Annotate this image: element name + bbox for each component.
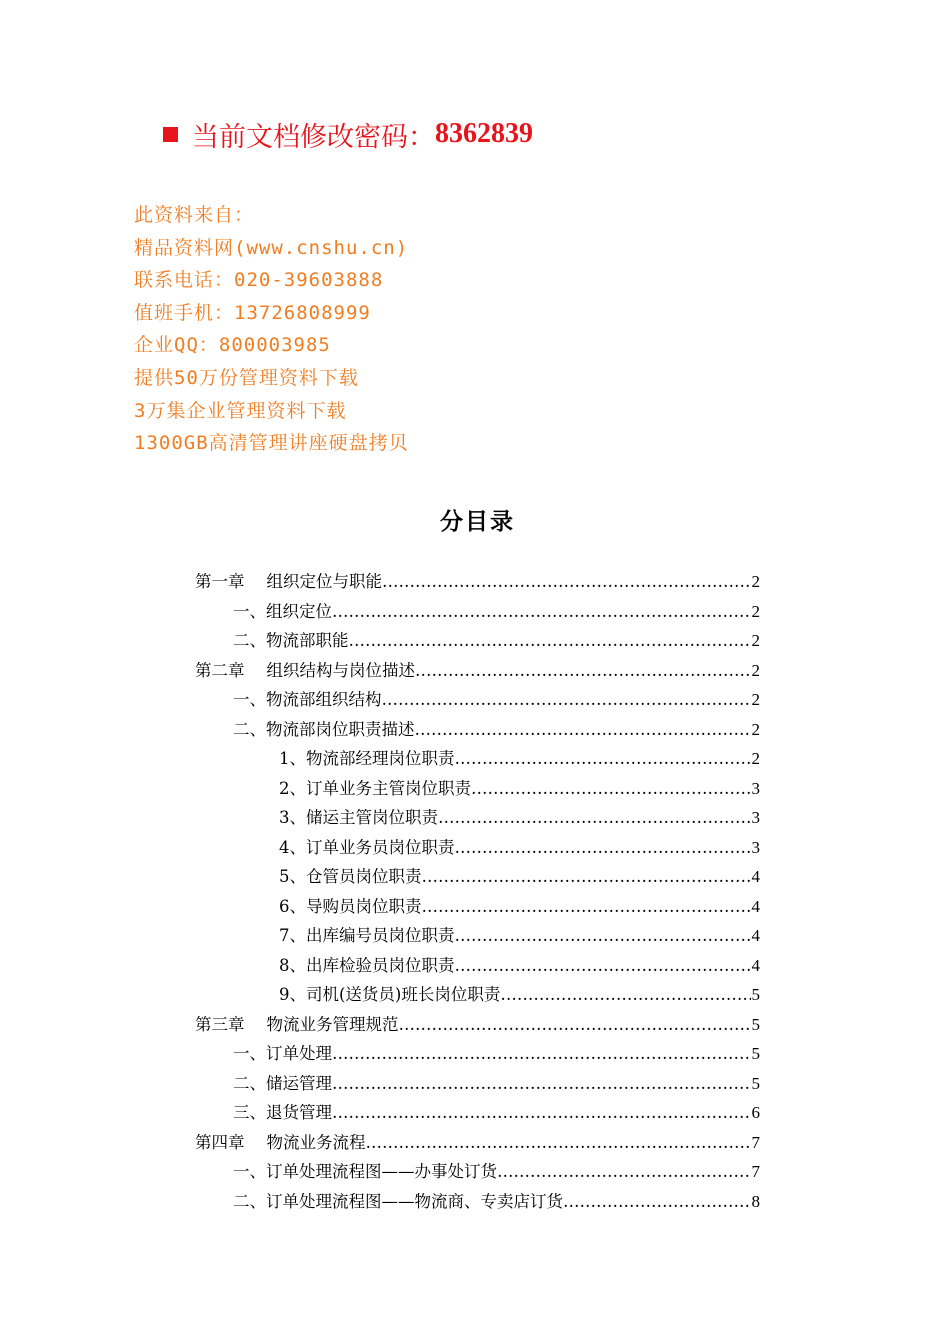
toc-entry[interactable] (233, 626, 760, 655)
password-code: 8362839 (435, 118, 533, 149)
toc-entry-title: 一、订单处理 (233, 1044, 332, 1063)
toc-entry[interactable] (279, 862, 760, 891)
toc-entry-title: 4、订单业务员岗位职责 (279, 837, 455, 857)
toc-leader (471, 774, 751, 803)
toc-page-number: 2 (751, 631, 760, 650)
toc-entry[interactable] (233, 1098, 760, 1127)
toc-entry-title: 5、仓管员岗位职责 (279, 867, 422, 886)
toc-entry-title: 1、物流部经理岗位职责 (279, 749, 455, 768)
toc-entry-title: 二、物流部岗位职责描述 (233, 719, 415, 739)
toc-page-number: 2 (751, 749, 760, 768)
toc-entry[interactable] (279, 833, 760, 862)
toc-entry-title: 一、物流部组织结构 (233, 690, 382, 709)
toc-page-number: 4 (751, 926, 760, 945)
toc-entry-title: 二、订单处理流程图——物流商、专卖店订货 (233, 1191, 563, 1211)
toc-chapter-label: 第一章 (195, 572, 245, 591)
toc-page-number: 5 (751, 1014, 760, 1034)
source-line: 此资料来自： (134, 204, 255, 226)
toc-entry[interactable] (279, 951, 760, 980)
toc-page-number: 7 (751, 1132, 760, 1152)
toc-entry-title: 二、储运管理 (233, 1073, 332, 1093)
toc-page-number: 2 (751, 690, 760, 709)
toc-entry[interactable] (279, 892, 760, 921)
toc-leader (455, 744, 751, 773)
password-label: 当前文档修改密码： (192, 121, 435, 153)
toc-leader (332, 597, 751, 626)
source-line: 提供50万份管理资料下载 (134, 366, 359, 389)
toc-leader (332, 1069, 751, 1098)
password-notice (163, 112, 533, 156)
source-line: 企业QQ：800003985 (134, 334, 331, 357)
source-line: 精品资料网(www.cnshu.cn) (134, 236, 409, 259)
toc-entry-title: 2、订单业务主管岗位职责 (279, 778, 471, 798)
toc-entry-title: 8、出库检验员岗位职责 (279, 955, 455, 975)
toc-leader (415, 715, 751, 744)
toc-page-number: 6 (751, 1103, 760, 1122)
toc-entry[interactable] (233, 597, 760, 626)
source-line: 1300GB高清管理讲座硬盘拷贝 (134, 432, 409, 455)
toc-entry[interactable] (233, 1069, 760, 1098)
toc-page-number: 8 (751, 1191, 760, 1211)
toc-leader (382, 685, 751, 714)
toc-entry-title: 6、导购员岗位职责 (279, 896, 422, 916)
toc-page-number: 3 (751, 837, 760, 857)
toc-page-number: 2 (751, 660, 760, 680)
toc-leader (455, 833, 751, 862)
source-info-block (134, 199, 409, 460)
toc-entry-chapter-3[interactable] (195, 1010, 760, 1039)
toc-entry-title: 组织定位与职能 (266, 572, 382, 591)
toc-entry-title: 物流业务管理规范 (266, 1014, 399, 1034)
toc-page-number: 3 (751, 808, 760, 827)
toc-entry[interactable] (279, 921, 760, 950)
toc-entry[interactable] (279, 980, 760, 1009)
toc-page-number: 4 (751, 867, 760, 886)
toc-title: 分目录 (440, 508, 515, 535)
toc-page-number: 5 (751, 1073, 760, 1093)
toc-entry-chapter-1[interactable] (195, 567, 760, 596)
toc-chapter-label: 第三章 (195, 1014, 245, 1034)
toc-leader (438, 803, 751, 832)
toc-entry-title: 一、组织定位 (233, 601, 332, 621)
toc-entry-title: 7、出库编号员岗位职责 (279, 926, 455, 945)
toc-page-number: 2 (751, 719, 760, 739)
toc-chapter-label: 第四章 (195, 1132, 245, 1152)
toc-entry-title: 一、订单处理流程图——办事处订货 (233, 1162, 497, 1181)
toc-entry-chapter-2[interactable] (195, 656, 760, 685)
toc-leader (366, 1128, 751, 1157)
toc-leader (422, 862, 751, 891)
toc-page-number: 5 (751, 1044, 760, 1063)
toc-leader (399, 1010, 751, 1039)
source-line: 值班手机：13726808999 (134, 301, 371, 324)
toc-leader (382, 567, 751, 596)
toc-entry-title: 二、物流部职能 (233, 631, 349, 650)
source-line: 联系电话：020-39603888 (134, 269, 384, 292)
toc-leader (349, 626, 751, 655)
toc-entry[interactable] (279, 744, 760, 773)
toc-leader (415, 656, 751, 685)
toc-leader (500, 980, 750, 1009)
toc-page-number: 5 (751, 985, 760, 1004)
toc-leader (455, 921, 751, 950)
toc-entry[interactable] (279, 774, 760, 803)
toc-page-number: 4 (751, 955, 760, 975)
toc-entry[interactable] (233, 1039, 760, 1068)
toc-entry[interactable] (233, 1187, 760, 1216)
toc-chapter-label: 第二章 (195, 660, 245, 680)
toc-entry[interactable] (279, 803, 760, 832)
toc-entry-title: 3、储运主管岗位职责 (279, 808, 438, 827)
toc-leader (332, 1098, 751, 1127)
toc-leader (563, 1187, 751, 1216)
toc-leader (455, 951, 751, 980)
toc-entry[interactable] (233, 1157, 760, 1186)
toc-entry-title: 9、司机(送货员)班长岗位职责 (279, 985, 501, 1004)
toc-entry-title: 组织结构与岗位描述 (266, 660, 415, 680)
toc-page-number: 2 (751, 572, 760, 591)
square-bullet-icon (163, 127, 178, 142)
toc-entry-title: 三、退货管理 (233, 1103, 332, 1122)
toc-leader (332, 1039, 751, 1068)
toc-entry[interactable] (233, 715, 760, 744)
source-line: 3万集企业管理资料下载 (134, 399, 347, 422)
toc-page-number: 3 (751, 778, 760, 798)
toc-entry-chapter-4[interactable] (195, 1128, 760, 1157)
toc-entry-title: 物流业务流程 (266, 1132, 366, 1152)
toc-page-number: 4 (751, 896, 760, 916)
toc-page-number: 2 (751, 601, 760, 621)
toc-entry[interactable] (233, 685, 760, 714)
toc-leader (497, 1157, 751, 1186)
toc-leader (422, 892, 751, 921)
toc-page-number: 7 (751, 1162, 760, 1181)
